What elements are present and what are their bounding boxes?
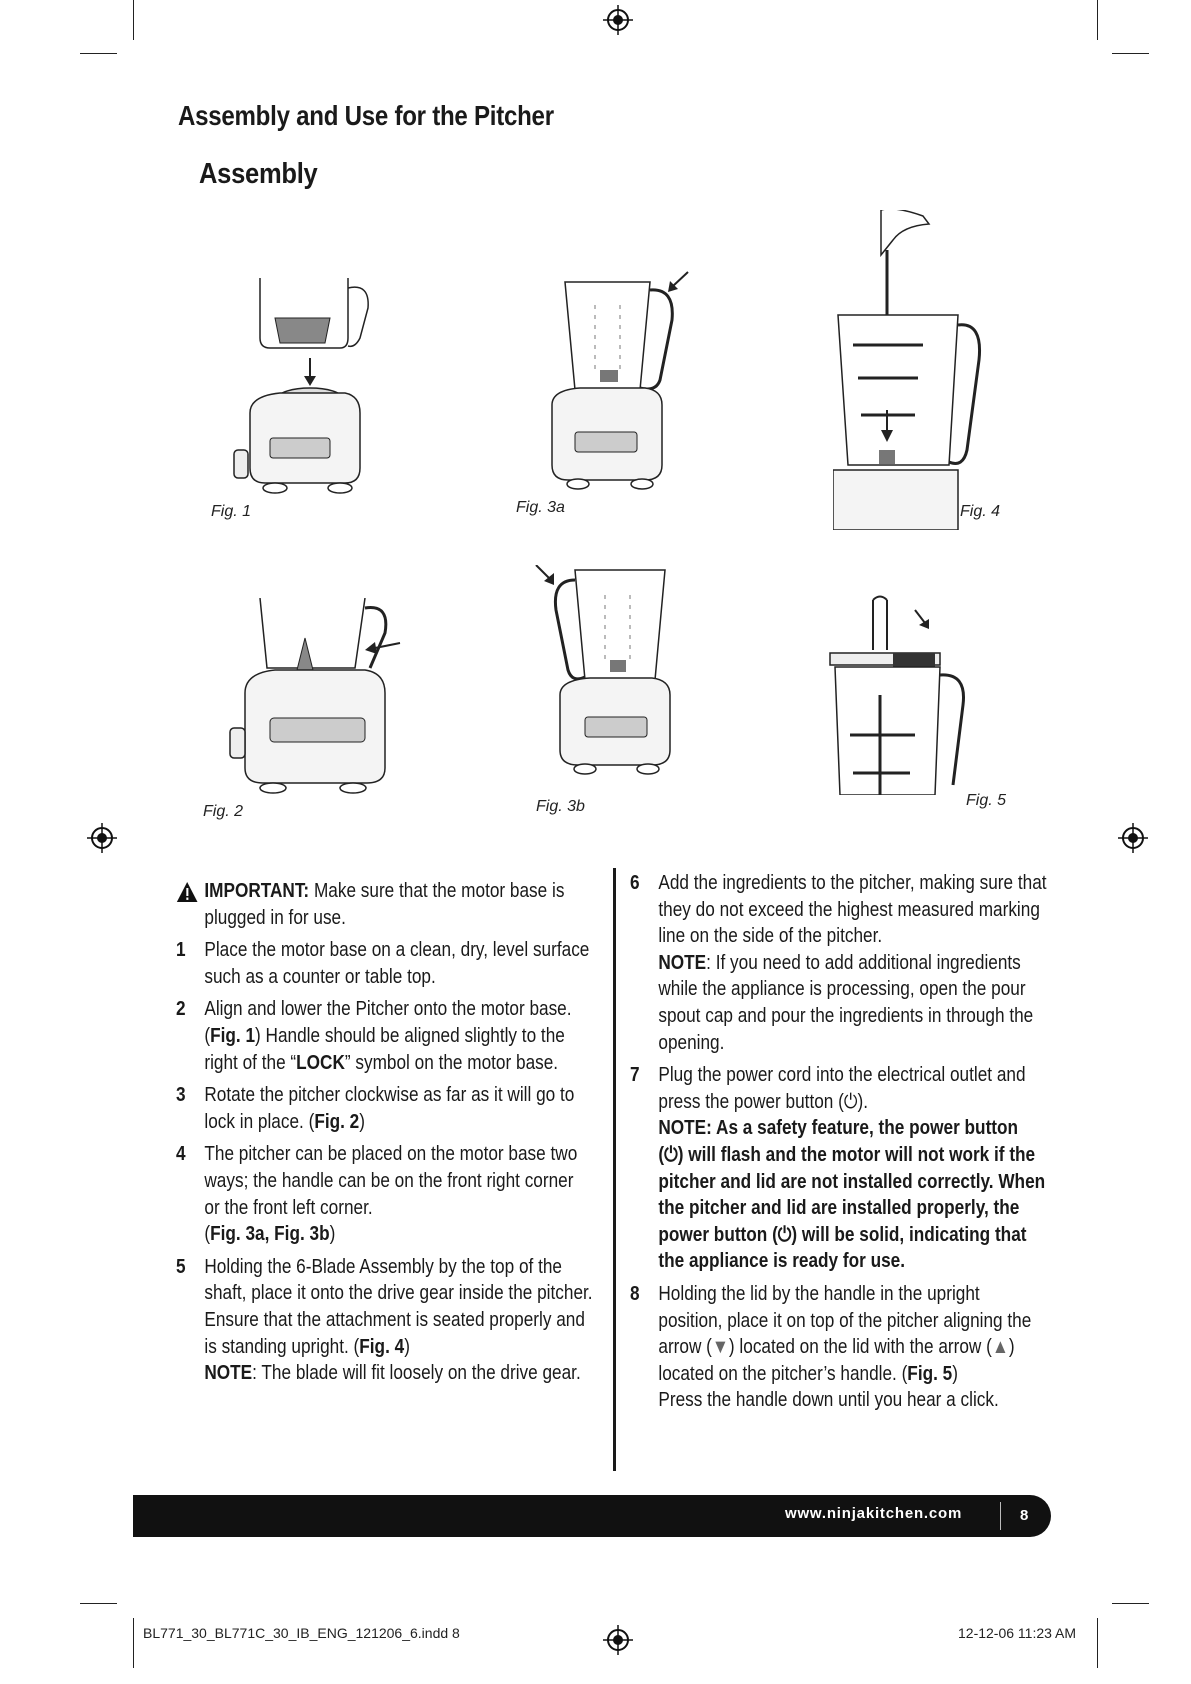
figure-3b-label: Fig. 3b: [536, 798, 585, 815]
crop-mark: [133, 1618, 134, 1668]
footer-website-link[interactable]: www.ninjakitchen.com: [785, 1505, 963, 1522]
figure-4-illustration: [833, 210, 983, 530]
figure-3b-illustration: [530, 565, 685, 790]
step-text: ) Handle should be aligned slightly to the right of the “: [204, 1024, 565, 1074]
crop-mark: [1097, 0, 1098, 40]
important-note: [176, 878, 593, 931]
note-text: : The blade will fit loosely on the drive gear.: [252, 1362, 581, 1385]
crop-mark: [133, 0, 134, 40]
safety-note: ) will flash and the motor will not work if the pitcher and lid are not installed correctly. When the pitcher and lid are installed properly, the power button (: [658, 1143, 1046, 1246]
step-text: Holding the lid by the handle in the upright position, place it on top of the pitcher aligning the arrow (: [658, 1282, 1032, 1359]
figure-2-label: Fig. 2: [203, 803, 244, 820]
registration-mark-icon: [87, 823, 117, 853]
figure-3a-label: Fig. 3a: [516, 499, 565, 516]
step-2: [176, 996, 593, 1076]
figure-5-illustration: [825, 595, 975, 795]
step-text: Rotate the pitcher clockwise as far as it will go to lock in place. (: [204, 1084, 575, 1133]
step-text: Place the motor base on a clean, dry, level surface such as a counter or table top.: [204, 939, 590, 988]
figure-2-illustration: [225, 598, 405, 813]
step-number: 7: [630, 1064, 640, 1087]
safety-note: NOTE: As a safety feature, the power button (: [658, 1117, 1019, 1166]
step-5: [176, 1254, 593, 1387]
page-number: 8: [1020, 1507, 1029, 1524]
safety-note: ) will be solid, indicating that the appliance is ready for use.: [658, 1223, 1027, 1273]
step-1: [176, 937, 593, 990]
note-text: : If you need to add additional ingredients while the appliance is processing, open the pour spout cap and pour the ingredients in through the opening.: [658, 951, 1034, 1054]
power-icon: ⏻: [777, 1223, 792, 1246]
step-text: ) located on the pitcher’s handle. (: [658, 1336, 1015, 1385]
registration-mark-icon: [1118, 823, 1148, 853]
section-heading: Assembly: [199, 158, 318, 190]
step-text: Align and lower the Pitcher onto the motor base. (: [204, 998, 572, 1047]
step-number: 2: [176, 998, 186, 1021]
step-text: ): [404, 1335, 410, 1358]
print-slug-datetime: 12-12-06 11:23 AM: [958, 1625, 1077, 1641]
figure-3a-illustration: [540, 270, 690, 510]
instructions-right-column: [630, 870, 1047, 1420]
arrow-down-icon: ▼: [711, 1336, 729, 1359]
step-3: [176, 1082, 593, 1135]
important-text: Make sure that the motor base is plugged in for use.: [204, 880, 565, 929]
step-text: Press the handle down until you hear a click.: [658, 1389, 999, 1412]
step-4: 4 The pitcher can be placed on the motor base two ways; the handle can be on the front right corner or the front left corner. (Fig. 3a, Fig. 3b): [176, 1143, 578, 1246]
figure-1-illustration: [230, 278, 380, 518]
step-number: 6: [630, 872, 640, 894]
step-number: 8: [630, 1282, 640, 1305]
registration-mark-icon: [603, 1625, 633, 1655]
instructions-left-column: [176, 878, 593, 1393]
crop-mark: [1097, 1618, 1098, 1668]
important-label: IMPORTANT:: [204, 880, 310, 902]
step-text: Holding the 6-Blade Assembly by the top of the shaft, place it onto the drive gear inside the pitcher. Ensure that the attachment is seated properly and is standing upright. (: [204, 1255, 593, 1358]
step-text: ” symbol on the motor base.: [344, 1051, 559, 1074]
crop-mark: [1112, 53, 1149, 54]
figure-4-label: Fig. 4: [960, 503, 1001, 520]
footer-separator: [1000, 1502, 1001, 1530]
crop-mark: [80, 53, 117, 54]
step-7: [630, 1062, 1047, 1275]
step-number: 5: [176, 1255, 186, 1278]
power-icon: ⏻: [664, 1143, 678, 1166]
step-text: Plug the power cord into the electrical outlet and press the power button (: [658, 1064, 1026, 1113]
arrow-up-icon: ▲: [991, 1336, 1009, 1359]
figure-reference: Fig. 5: [907, 1362, 953, 1385]
step-8: [630, 1281, 1047, 1414]
step-6: [630, 870, 1047, 1056]
step-text: ): [359, 1110, 365, 1133]
step-text: ).: [857, 1090, 868, 1113]
note-label: NOTE: [658, 951, 707, 974]
print-slug-filename: BL771_30_BL771C_30_IB_ENG_121206_6.indd 8: [143, 1625, 460, 1641]
step-number: 1: [176, 939, 186, 962]
step-text: Add the ingredients to the pitcher, making sure that they do not exceed the highest measured marking line on the side of the pitcher.: [658, 872, 1047, 948]
step-number: 4: [176, 1143, 186, 1166]
figure-1-label: Fig. 1: [211, 503, 252, 520]
figure-reference: Fig. 4: [359, 1335, 405, 1358]
power-icon: ⏻: [843, 1090, 858, 1113]
registration-mark-icon: [603, 5, 633, 35]
column-divider: [613, 868, 616, 1471]
page-title: Assembly and Use for the Pitcher: [178, 100, 554, 131]
figure-5-label: Fig. 5: [966, 792, 1007, 809]
note-label: NOTE: [204, 1362, 253, 1385]
step-text: The pitcher can be placed on the motor base two ways; the handle can be on the front right corner or the front left corner.: [204, 1143, 578, 1219]
lock-symbol-text: LOCK: [296, 1051, 345, 1074]
figure-reference: Fig. 3a, Fig. 3b: [210, 1223, 330, 1246]
figure-reference: Fig. 2: [314, 1110, 360, 1133]
crop-mark: [80, 1603, 117, 1604]
crop-mark: [1112, 1603, 1149, 1604]
figure-reference: Fig. 1: [210, 1024, 256, 1047]
warning-icon: [176, 881, 198, 903]
step-text: ): [329, 1223, 336, 1246]
step-text: ): [952, 1362, 958, 1385]
step-number: 3: [176, 1084, 186, 1107]
step-text: ) located on the lid with the arrow (: [728, 1336, 992, 1359]
